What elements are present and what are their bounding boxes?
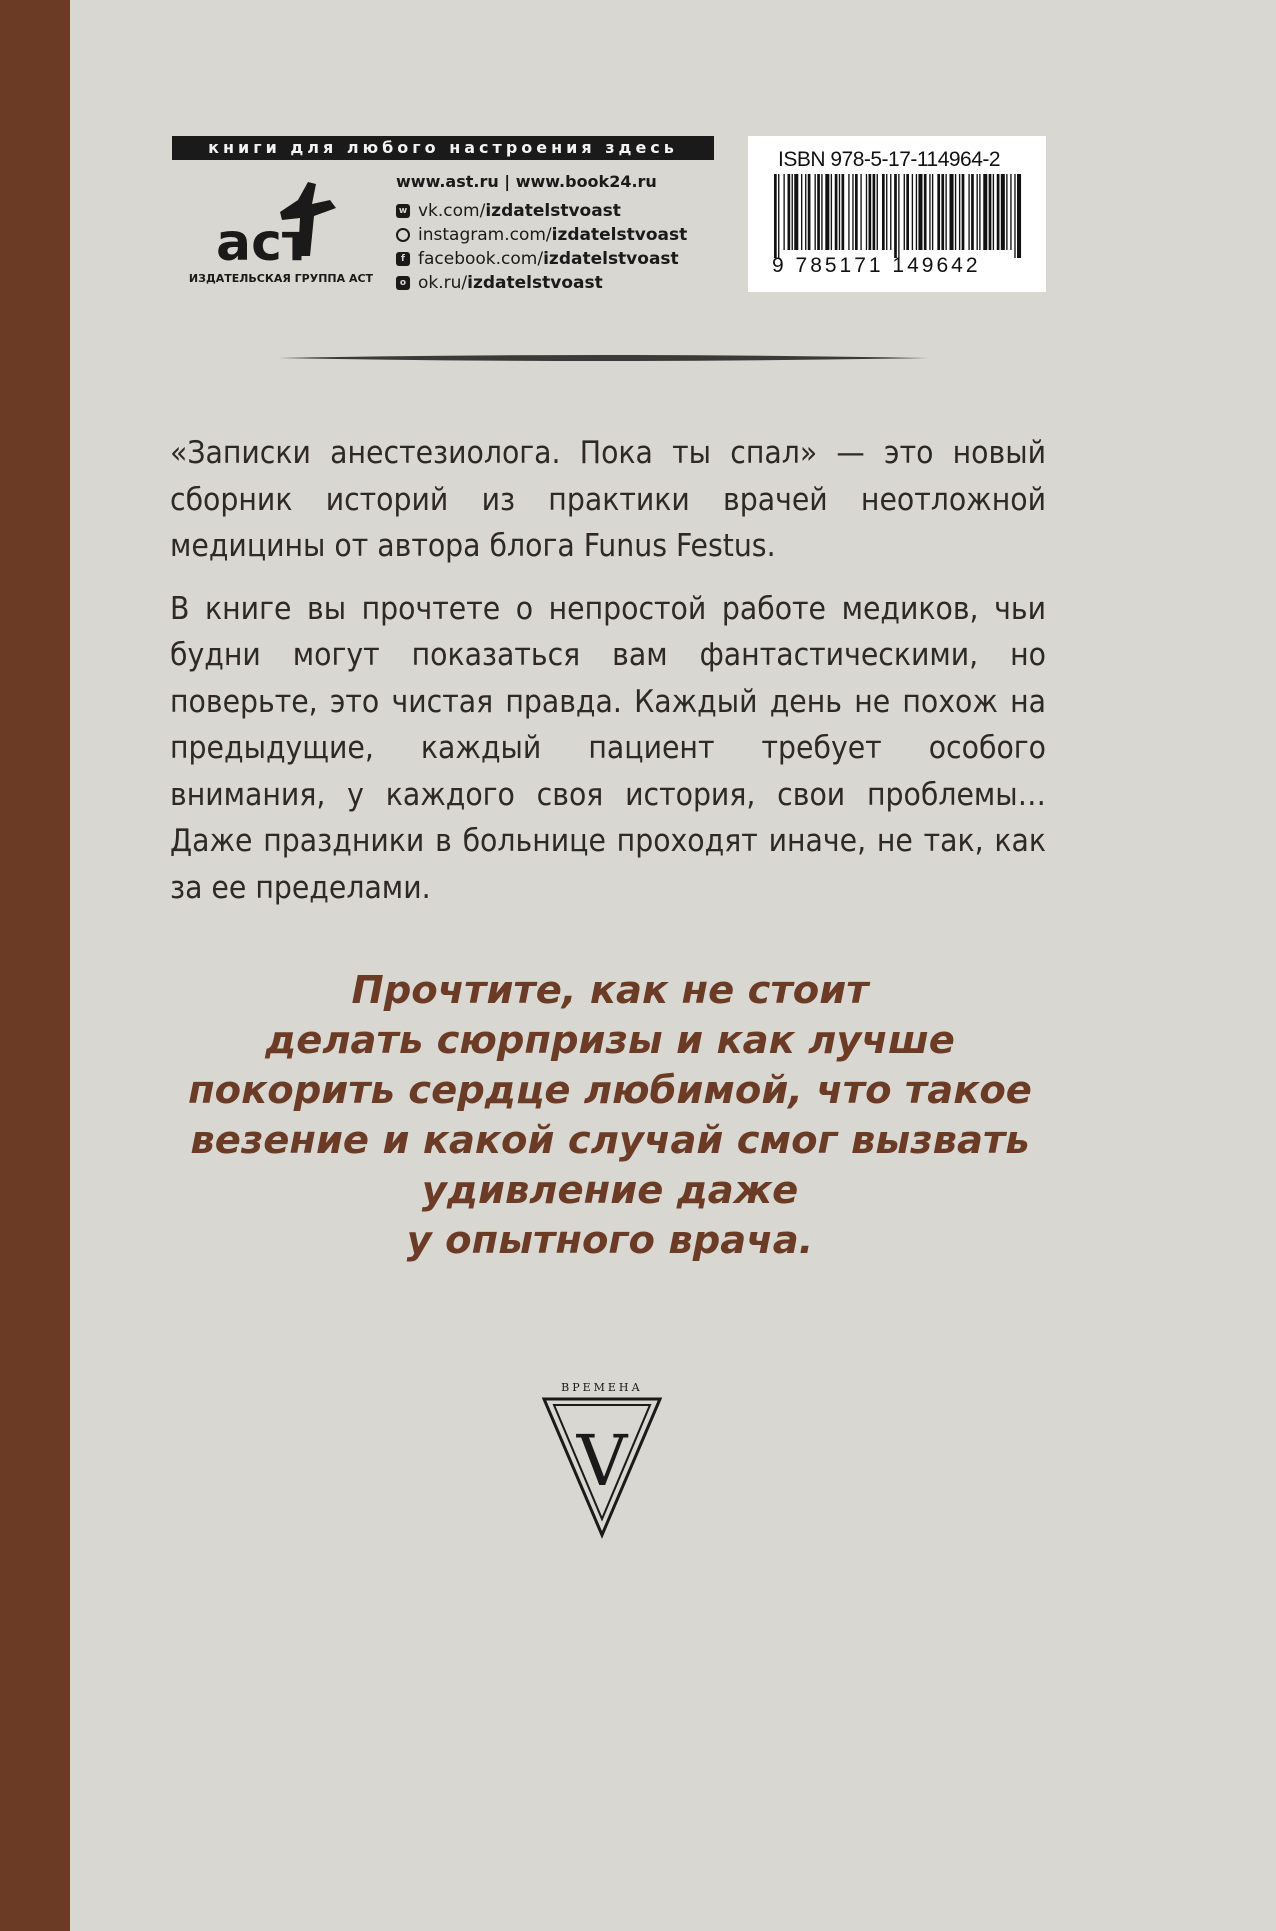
barcode-bar	[886, 174, 887, 250]
social-handle: izdatelstvoast	[485, 201, 621, 221]
barcode-bar	[821, 174, 822, 250]
instagram-icon	[396, 228, 410, 242]
barcode-bar	[774, 174, 777, 258]
barcode-bar	[959, 174, 960, 250]
barcode-bar	[932, 174, 933, 250]
barcode-bar	[831, 174, 832, 250]
barcode-bar	[941, 174, 944, 250]
social-link-facebook[interactable]	[396, 247, 716, 271]
book-spine	[0, 0, 70, 1931]
barcode-bar	[1006, 174, 1007, 250]
barcode-bar	[788, 174, 791, 250]
barcode-bar	[877, 174, 878, 250]
barcode-bar	[906, 174, 909, 250]
description-paragraph: В книге вы прочтете о непростой работе медиков, чьи будни могут показаться вам фантастическими, но поверьте, это чистая правда. Каждый день не похож на предыдущие, каждый пациент требует особого внимания, у каждого своя история, свои проблемы… Даже праздники в больнице проходят иначе, не так, как за ее пределами.	[170, 590, 1046, 906]
barcode-bar	[835, 174, 838, 250]
imprint-letter: V	[576, 1420, 628, 1502]
vremena-imprint-logo	[540, 1375, 664, 1539]
social-handle: izdatelstvoast	[543, 249, 679, 269]
barcode-bar	[852, 174, 853, 250]
quote-line: Прочтите, как не стоит	[351, 968, 869, 1013]
barcode-bar	[904, 174, 905, 250]
vk-icon: w	[396, 204, 410, 218]
barcode-bar	[993, 174, 994, 250]
barcode-bar	[882, 174, 885, 250]
social-prefix: ok.ru/	[418, 273, 468, 293]
barcode-bar	[955, 174, 956, 250]
barcode-bar	[971, 174, 974, 250]
imprint-label: ВРЕМЕНА	[561, 1381, 643, 1394]
ast-logo-text: аст	[216, 213, 313, 273]
divider-line	[278, 352, 928, 364]
social-prefix: instagram.com/	[418, 225, 552, 245]
quote-line: везение и какой случай смог вызвать	[190, 1118, 1030, 1163]
barcode-bar	[783, 174, 784, 250]
ast-logo	[190, 170, 370, 280]
barcode-bar	[898, 174, 899, 258]
barcode-bar	[855, 174, 858, 250]
barcode-bar	[950, 174, 954, 250]
barcode-bar	[1014, 174, 1015, 258]
barcode-bar	[778, 174, 779, 258]
barcode-digits: 9 785171 149642	[772, 254, 981, 277]
barcode-bar	[890, 174, 891, 250]
highlight-quote	[150, 966, 1070, 1266]
barcode-bar	[860, 174, 861, 250]
barcode-bar	[794, 174, 798, 250]
social-link-vk[interactable]	[396, 199, 716, 223]
facebook-icon: f	[396, 252, 410, 266]
barcode-bar	[894, 174, 897, 258]
social-prefix: vk.com/	[418, 201, 486, 221]
barcode-bar	[808, 174, 811, 250]
social-link-odnoklassniki[interactable]	[396, 271, 716, 295]
barcode-bar	[979, 174, 980, 250]
barcode-bar	[929, 174, 930, 250]
barcode	[774, 174, 1024, 258]
barcode-bar	[983, 174, 987, 250]
barcode-bar	[962, 174, 965, 250]
barcode-bar	[805, 174, 806, 250]
barcode-bar	[977, 174, 978, 250]
social-handle: izdatelstvoast	[467, 273, 603, 293]
barcode-bar	[869, 174, 872, 250]
isbn-barcode-box	[748, 136, 1046, 292]
barcode-bar	[825, 174, 829, 250]
barcode-bar	[815, 174, 816, 250]
barcode-bar	[916, 174, 917, 250]
barcode-bar	[918, 174, 922, 250]
publisher-links	[396, 172, 716, 295]
barcode-bar	[968, 174, 969, 250]
barcode-bar	[1001, 174, 1005, 250]
barcode-bar	[817, 174, 820, 250]
barcode-bar	[873, 174, 876, 250]
barcode-bar	[945, 174, 946, 250]
websites[interactable]: www.ast.ru | www.book24.ru	[396, 172, 657, 191]
barcode-bar	[842, 174, 845, 250]
barcode-bar	[937, 174, 940, 250]
social-prefix: facebook.com/	[418, 249, 544, 269]
tagline-banner: книги для любого настроения здесь	[172, 136, 714, 160]
publisher-name: ИЗДАТЕЛЬСКАЯ ГРУППА АСТ	[188, 272, 374, 285]
odnoklassniki-icon: o	[396, 276, 410, 290]
barcode-bar	[924, 174, 927, 250]
quote-line: удивление даже	[421, 1168, 799, 1213]
barcode-bar	[989, 174, 992, 250]
social-link-instagram[interactable]	[396, 223, 716, 247]
barcode-bar	[912, 174, 913, 250]
isbn-number: ISBN 978-5-17-114964-2	[778, 148, 1001, 171]
barcode-bar	[839, 174, 840, 250]
quote-line: покорить сердце любимой, что такое	[188, 1068, 1032, 1113]
barcode-bar	[1010, 174, 1011, 250]
barcode-bar	[866, 174, 867, 250]
barcode-bar	[848, 174, 849, 250]
social-handle: izdatelstvoast	[551, 225, 688, 245]
description-paragraph: «Записки анестезиолога. Пока ты спал» — это новый сборник историй из практики врачей неотложной медицины от автора блога Funus Festus.	[170, 435, 1046, 564]
barcode-bar	[801, 174, 802, 250]
quote-line: делать сюрпризы и как лучше	[265, 1018, 955, 1063]
description	[170, 430, 1046, 927]
barcode-bar	[792, 174, 793, 250]
barcode-bar	[1017, 174, 1021, 258]
barcode-bar	[997, 174, 1000, 250]
quote-line: у опытного врача.	[406, 1218, 814, 1263]
